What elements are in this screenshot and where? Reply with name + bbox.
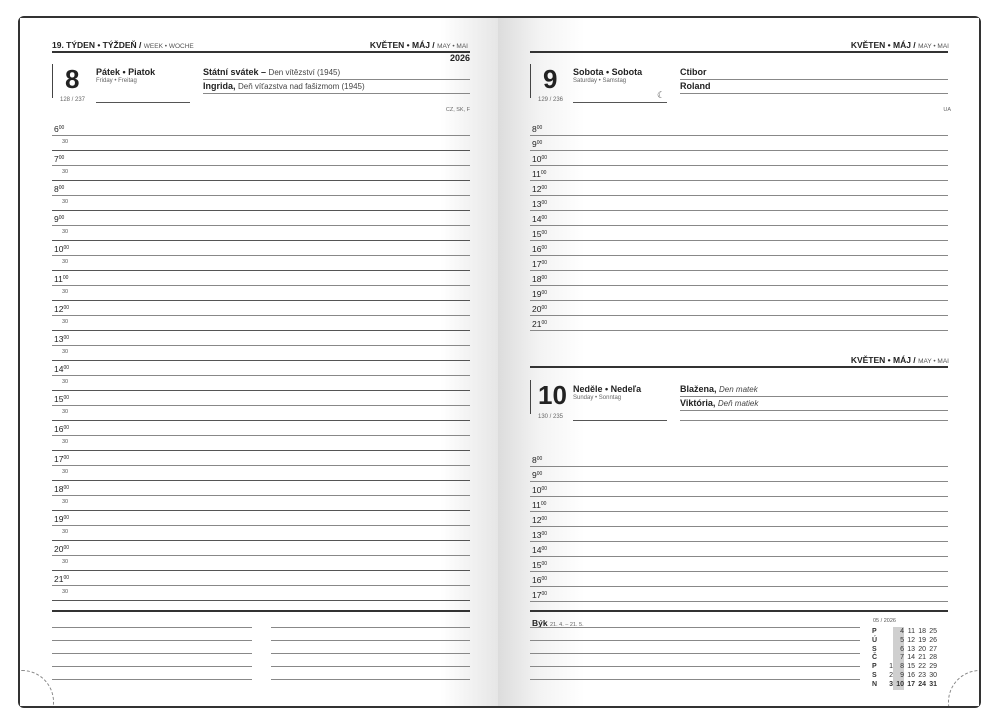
hour-line bbox=[530, 210, 948, 211]
half-hour-label: 30 bbox=[62, 229, 69, 235]
hour-number: 13 bbox=[532, 199, 542, 209]
calendar-day[interactable]: 2 bbox=[889, 672, 893, 679]
hour-line bbox=[530, 225, 948, 226]
hour-label bbox=[54, 275, 68, 284]
hour-number: 8 bbox=[54, 184, 59, 194]
calendar-day[interactable]: 5 bbox=[900, 636, 904, 644]
hour-line bbox=[530, 330, 948, 331]
day-marker-bar bbox=[52, 64, 53, 98]
hour-number: 16 bbox=[54, 424, 64, 434]
zodiac-sign: Býk 21. 4. – 21. 5. bbox=[532, 618, 584, 628]
hour-number: 11 bbox=[532, 500, 541, 510]
hour-line bbox=[52, 375, 470, 376]
hour-label bbox=[54, 395, 69, 404]
hour-label bbox=[54, 545, 69, 554]
calendar-day[interactable]: 26 bbox=[929, 636, 937, 644]
hour-minutes: 00 bbox=[541, 275, 548, 281]
hour-number: 10 bbox=[532, 485, 542, 495]
hour-minutes: 00 bbox=[541, 531, 548, 537]
hour-minutes: 00 bbox=[63, 455, 70, 461]
weekday-letter: S bbox=[872, 645, 877, 653]
hour-minutes: 00 bbox=[540, 170, 547, 176]
right-page bbox=[498, 18, 979, 706]
hour-label bbox=[532, 215, 547, 224]
diary-spread bbox=[18, 16, 981, 708]
hour-number: 11 bbox=[532, 169, 541, 179]
hour-number: 14 bbox=[532, 545, 542, 555]
day-number-1: 9 bbox=[543, 64, 558, 94]
note-line bbox=[271, 679, 470, 680]
hour-number: 10 bbox=[54, 244, 64, 254]
hour-minutes: 00 bbox=[541, 155, 548, 161]
nameday-rule-2b bbox=[680, 410, 948, 411]
half-hour-line bbox=[52, 570, 470, 571]
hour-number: 19 bbox=[532, 289, 542, 299]
calendar-day[interactable]: 31 bbox=[929, 680, 937, 688]
calendar-day[interactable]: 25 bbox=[929, 628, 937, 635]
calendar-day[interactable]: 11 bbox=[907, 628, 915, 635]
notes-top-rule bbox=[52, 610, 470, 612]
hour-line bbox=[530, 315, 948, 316]
hour-label bbox=[532, 501, 546, 510]
holiday-line-2: Ingrida, Deň víťazstva nad fašizmom (1945) bbox=[203, 81, 365, 91]
hour-line bbox=[52, 555, 470, 556]
hour-number: 14 bbox=[54, 364, 64, 374]
nameday-rule-1a bbox=[680, 79, 948, 80]
weekday-letter: P bbox=[872, 628, 877, 635]
moon-phase-icon: ☾ bbox=[657, 90, 666, 100]
half-hour-line bbox=[52, 540, 470, 541]
calendar-day[interactable]: 15 bbox=[907, 663, 915, 671]
note-line bbox=[271, 627, 470, 628]
half-hour-line bbox=[52, 150, 470, 151]
half-hour-line bbox=[52, 330, 470, 331]
hour-label bbox=[54, 155, 64, 164]
hour-minutes: 00 bbox=[63, 485, 70, 491]
note-line bbox=[271, 640, 470, 641]
half-hour-label: 30 bbox=[62, 169, 69, 175]
note-line bbox=[530, 679, 860, 680]
note-line bbox=[271, 666, 470, 667]
day-name-2: Neděle • Nedeľa bbox=[573, 384, 642, 394]
hour-minutes: 00 bbox=[541, 200, 548, 206]
note-line bbox=[52, 679, 252, 680]
hour-label bbox=[54, 335, 69, 344]
hour-line bbox=[530, 496, 948, 497]
hour-line bbox=[530, 511, 948, 512]
nameday-rule-2a bbox=[680, 396, 948, 397]
calendar-day[interactable]: 24 bbox=[918, 680, 926, 688]
nameday-2a: Blažena, Den matek bbox=[680, 384, 758, 394]
hour-minutes: 00 bbox=[58, 185, 65, 191]
half-hour-line bbox=[52, 390, 470, 391]
month-header-top: KVĚTEN • MÁJ / MAY • MAI bbox=[850, 40, 949, 50]
hour-minutes: 00 bbox=[540, 501, 547, 507]
half-hour-line bbox=[52, 180, 470, 181]
holiday-rule-2 bbox=[203, 93, 470, 94]
calendar-day[interactable]: 18 bbox=[918, 628, 926, 635]
hour-line bbox=[530, 300, 948, 301]
hour-number: 8 bbox=[532, 455, 537, 465]
nameday-rule-1b bbox=[680, 93, 948, 94]
hour-label bbox=[532, 561, 547, 570]
day-underline-2 bbox=[573, 420, 667, 421]
hour-minutes: 00 bbox=[63, 395, 70, 401]
hour-line bbox=[52, 195, 470, 196]
weekday-letter: S bbox=[872, 672, 877, 679]
hour-label bbox=[532, 516, 547, 525]
day-counter-2: 130 / 235 bbox=[538, 414, 564, 420]
header-rule bbox=[52, 51, 470, 53]
hour-line bbox=[52, 225, 470, 226]
hour-line bbox=[530, 481, 948, 482]
hour-label bbox=[54, 305, 69, 314]
nameday-rule-2c bbox=[680, 420, 948, 421]
hour-label bbox=[532, 576, 547, 585]
hour-minutes: 00 bbox=[541, 576, 548, 582]
day-name-1: Sobota • Sobota bbox=[573, 67, 643, 77]
hour-minutes: 00 bbox=[536, 140, 543, 146]
hour-minutes: 00 bbox=[58, 125, 65, 131]
hour-number: 9 bbox=[532, 139, 537, 149]
hour-number: 9 bbox=[54, 214, 59, 224]
half-hour-label: 30 bbox=[62, 499, 69, 505]
day-name-english: Friday • Freitag bbox=[96, 78, 137, 84]
hour-line bbox=[530, 466, 948, 467]
half-hour-label: 30 bbox=[62, 379, 69, 385]
hour-label bbox=[54, 575, 69, 584]
bottom-section-rule bbox=[530, 610, 948, 612]
hour-minutes: 00 bbox=[541, 546, 548, 552]
hour-number: 8 bbox=[532, 124, 537, 134]
hour-label bbox=[532, 275, 547, 284]
calendar-day[interactable]: 20 bbox=[918, 645, 926, 653]
hour-minutes: 00 bbox=[541, 260, 548, 266]
note-line bbox=[530, 640, 860, 641]
hour-line bbox=[530, 180, 948, 181]
calendar-day[interactable]: 3 bbox=[889, 680, 893, 688]
hour-line bbox=[530, 586, 948, 587]
hour-number: 15 bbox=[532, 560, 542, 570]
half-hour-label: 30 bbox=[62, 289, 69, 295]
hour-line bbox=[52, 495, 470, 496]
calendar-day[interactable]: 14 bbox=[907, 654, 915, 662]
half-hour-label: 30 bbox=[62, 589, 69, 595]
header-rule-mid bbox=[530, 366, 948, 368]
hour-label bbox=[532, 456, 542, 465]
half-hour-line bbox=[52, 480, 470, 481]
hour-line bbox=[52, 465, 470, 466]
hour-minutes: 00 bbox=[541, 215, 548, 221]
hour-number: 15 bbox=[532, 229, 542, 239]
hour-number: 21 bbox=[54, 574, 64, 584]
day-number-2: 10 bbox=[538, 380, 567, 410]
mini-calendar-title: 05 / 2026 bbox=[873, 618, 896, 624]
hour-number: 9 bbox=[532, 470, 537, 480]
hour-minutes: 00 bbox=[541, 185, 548, 191]
day-counter-1: 129 / 236 bbox=[538, 97, 564, 103]
half-hour-line bbox=[52, 300, 470, 301]
half-hour-line bbox=[52, 210, 470, 211]
half-hour-line bbox=[52, 270, 470, 271]
calendar-day[interactable]: 29 bbox=[929, 663, 937, 671]
hour-label bbox=[532, 185, 547, 194]
hour-number: 6 bbox=[54, 124, 59, 134]
half-hour-line bbox=[52, 420, 470, 421]
nameday-1b: Roland bbox=[680, 81, 711, 91]
hour-line bbox=[530, 240, 948, 241]
half-hour-label: 30 bbox=[62, 439, 69, 445]
corner-perforation-right bbox=[948, 670, 979, 706]
hour-number: 15 bbox=[54, 394, 64, 404]
calendar-day[interactable]: 8 bbox=[900, 663, 904, 671]
hour-label bbox=[54, 125, 64, 134]
calendar-day[interactable]: 19 bbox=[918, 636, 926, 644]
hour-line bbox=[530, 270, 948, 271]
hour-number: 11 bbox=[54, 274, 63, 284]
half-hour-line bbox=[52, 240, 470, 241]
half-hour-label: 30 bbox=[62, 319, 69, 325]
calendar-day[interactable]: 12 bbox=[907, 636, 915, 644]
country-code: UA bbox=[943, 107, 951, 113]
hour-label bbox=[532, 155, 547, 164]
hour-line bbox=[52, 345, 470, 346]
calendar-day[interactable]: 30 bbox=[929, 672, 937, 679]
hour-minutes: 00 bbox=[541, 516, 548, 522]
day-number: 8 bbox=[65, 64, 80, 94]
hour-label bbox=[532, 290, 547, 299]
hour-minutes: 00 bbox=[63, 425, 70, 431]
calendar-day[interactable]: 1 bbox=[889, 663, 893, 671]
half-hour-label: 30 bbox=[62, 139, 69, 145]
hour-number: 13 bbox=[532, 530, 542, 540]
hour-label bbox=[532, 200, 547, 209]
hour-label bbox=[54, 365, 69, 374]
calendar-day[interactable]: 6 bbox=[900, 645, 904, 653]
hour-number: 12 bbox=[54, 304, 64, 314]
hour-label bbox=[532, 305, 547, 314]
hour-minutes: 00 bbox=[58, 155, 65, 161]
hour-number: 16 bbox=[532, 244, 542, 254]
day-name-english-2: Sunday • Sonntag bbox=[573, 395, 622, 401]
note-line bbox=[530, 627, 860, 628]
hour-label bbox=[532, 591, 547, 600]
hour-line bbox=[530, 556, 948, 557]
hour-number: 19 bbox=[54, 514, 64, 524]
day-name: Pátek • Piatok bbox=[96, 67, 156, 77]
day-underline bbox=[96, 102, 190, 103]
hour-number: 20 bbox=[54, 544, 64, 554]
hour-line bbox=[52, 135, 470, 136]
hour-minutes: 00 bbox=[62, 275, 69, 281]
half-hour-line bbox=[52, 510, 470, 511]
calendar-day[interactable]: 22 bbox=[918, 663, 926, 671]
country-codes: CZ, SK, F bbox=[445, 107, 470, 113]
note-line bbox=[52, 627, 252, 628]
hour-line bbox=[530, 526, 948, 527]
left-page bbox=[20, 18, 498, 706]
calendar-day[interactable]: 21 bbox=[918, 654, 926, 662]
hour-line bbox=[52, 285, 470, 286]
weekday-letter: P bbox=[872, 663, 877, 671]
hour-label bbox=[532, 260, 547, 269]
hour-number: 13 bbox=[54, 334, 64, 344]
half-hour-label: 30 bbox=[62, 409, 69, 415]
hour-line bbox=[530, 571, 948, 572]
half-hour-label: 30 bbox=[62, 559, 69, 565]
hour-label bbox=[54, 185, 64, 194]
note-line bbox=[530, 653, 860, 654]
hour-label bbox=[54, 455, 69, 464]
corner-perforation-left bbox=[20, 670, 54, 706]
hour-minutes: 00 bbox=[536, 471, 543, 477]
hour-minutes: 00 bbox=[63, 365, 70, 371]
half-hour-label: 30 bbox=[62, 469, 69, 475]
hour-number: 17 bbox=[532, 259, 542, 269]
hour-label bbox=[54, 515, 69, 524]
note-line bbox=[271, 653, 470, 654]
hour-label bbox=[532, 170, 546, 179]
half-hour-line bbox=[52, 360, 470, 361]
calendar-day[interactable]: 4 bbox=[900, 628, 904, 635]
weekday-letter: Č bbox=[872, 654, 878, 662]
hour-number: 7 bbox=[54, 154, 59, 164]
note-line bbox=[52, 640, 252, 641]
calendar-day[interactable]: 17 bbox=[907, 680, 915, 688]
calendar-day[interactable]: 16 bbox=[907, 672, 915, 679]
hour-minutes: 00 bbox=[541, 230, 548, 236]
day-name-english-1: Saturday • Samstag bbox=[573, 78, 627, 84]
half-hour-label: 30 bbox=[62, 259, 69, 265]
hour-label bbox=[54, 425, 69, 434]
hour-minutes: 00 bbox=[58, 215, 65, 221]
note-line bbox=[52, 666, 252, 667]
hour-minutes: 00 bbox=[63, 305, 70, 311]
half-hour-line bbox=[52, 450, 470, 451]
half-hour-label: 30 bbox=[62, 199, 69, 205]
hour-line bbox=[52, 315, 470, 316]
hour-label bbox=[532, 486, 547, 495]
hour-minutes: 00 bbox=[541, 305, 548, 311]
hour-minutes: 00 bbox=[541, 561, 548, 567]
hour-label bbox=[532, 546, 547, 555]
hour-minutes: 00 bbox=[541, 486, 548, 492]
hour-label bbox=[532, 245, 547, 254]
hour-minutes: 00 bbox=[63, 245, 70, 251]
hour-line bbox=[52, 435, 470, 436]
hour-minutes: 00 bbox=[63, 335, 70, 341]
day-underline-1 bbox=[573, 102, 667, 103]
hour-number: 12 bbox=[532, 515, 542, 525]
hour-label bbox=[54, 485, 69, 494]
hour-label bbox=[54, 215, 64, 224]
hour-number: 16 bbox=[532, 575, 542, 585]
hour-minutes: 00 bbox=[63, 515, 70, 521]
note-line bbox=[52, 653, 252, 654]
half-hour-label: 30 bbox=[62, 529, 69, 535]
hour-label bbox=[532, 471, 542, 480]
hour-line bbox=[530, 601, 948, 602]
calendar-day[interactable]: 10 bbox=[896, 680, 904, 688]
hour-number: 21 bbox=[532, 319, 542, 329]
hour-line bbox=[530, 541, 948, 542]
hour-line bbox=[530, 195, 948, 196]
hour-minutes: 00 bbox=[541, 320, 548, 326]
day-counter: 128 / 237 bbox=[60, 97, 86, 103]
hour-label bbox=[532, 125, 542, 134]
hour-label bbox=[532, 140, 542, 149]
hour-line bbox=[52, 255, 470, 256]
nameday-2b: Viktória, Deň matiek bbox=[680, 398, 759, 408]
year-label: 2026 bbox=[449, 53, 470, 63]
hour-label bbox=[532, 230, 547, 239]
half-hour-line bbox=[52, 600, 470, 601]
calendar-day[interactable]: 27 bbox=[929, 645, 937, 653]
hour-minutes: 00 bbox=[541, 290, 548, 296]
hour-line bbox=[52, 165, 470, 166]
day-marker-bar-1 bbox=[530, 64, 531, 98]
calendar-day[interactable]: 7 bbox=[900, 654, 904, 662]
calendar-day[interactable]: 28 bbox=[929, 654, 937, 662]
hour-minutes: 00 bbox=[536, 125, 543, 131]
hour-number: 14 bbox=[532, 214, 542, 224]
weekday-letter: N bbox=[872, 680, 878, 688]
hour-minutes: 00 bbox=[541, 591, 548, 597]
hour-line bbox=[52, 585, 470, 586]
half-hour-label: 30 bbox=[62, 349, 69, 355]
hour-line bbox=[530, 135, 948, 136]
month-header-mid: KVĚTEN • MÁJ / MAY • MAI bbox=[850, 355, 949, 365]
day-marker-bar-2 bbox=[530, 380, 531, 414]
hour-line bbox=[52, 525, 470, 526]
hour-number: 18 bbox=[532, 274, 542, 284]
hour-line bbox=[530, 150, 948, 151]
hour-line bbox=[530, 255, 948, 256]
hour-number: 17 bbox=[532, 590, 542, 600]
hour-number: 10 bbox=[532, 154, 542, 164]
hour-number: 12 bbox=[532, 184, 542, 194]
holiday-line-1: Státní svátek – Den vítězství (1945) bbox=[203, 67, 341, 77]
holiday-rule-1 bbox=[203, 79, 470, 80]
note-line bbox=[530, 666, 860, 667]
nameday-1a: Ctibor bbox=[680, 67, 707, 77]
calendar-day[interactable]: 9 bbox=[900, 672, 904, 679]
hour-line bbox=[530, 165, 948, 166]
hour-label bbox=[54, 245, 69, 254]
hour-minutes: 00 bbox=[63, 545, 70, 551]
hour-line bbox=[52, 405, 470, 406]
header-rule-top bbox=[530, 51, 948, 53]
hour-label bbox=[532, 531, 547, 540]
hour-label bbox=[532, 320, 547, 329]
hour-minutes: 00 bbox=[536, 456, 543, 462]
month-header: KVĚTEN • MÁJ / MAY • MAI bbox=[369, 40, 468, 50]
hour-number: 17 bbox=[54, 454, 64, 464]
week-header: 19. TÝDEN • TÝŽDEŇ / WEEK • WOCHE bbox=[52, 40, 194, 50]
calendar-day[interactable]: 13 bbox=[907, 645, 915, 653]
calendar-day[interactable]: 23 bbox=[918, 672, 926, 679]
hour-minutes: 00 bbox=[541, 245, 548, 251]
hour-minutes: 00 bbox=[63, 575, 70, 581]
hour-number: 20 bbox=[532, 304, 542, 314]
weekday-letter: Ú bbox=[872, 636, 878, 644]
hour-number: 18 bbox=[54, 484, 64, 494]
hour-line bbox=[530, 285, 948, 286]
